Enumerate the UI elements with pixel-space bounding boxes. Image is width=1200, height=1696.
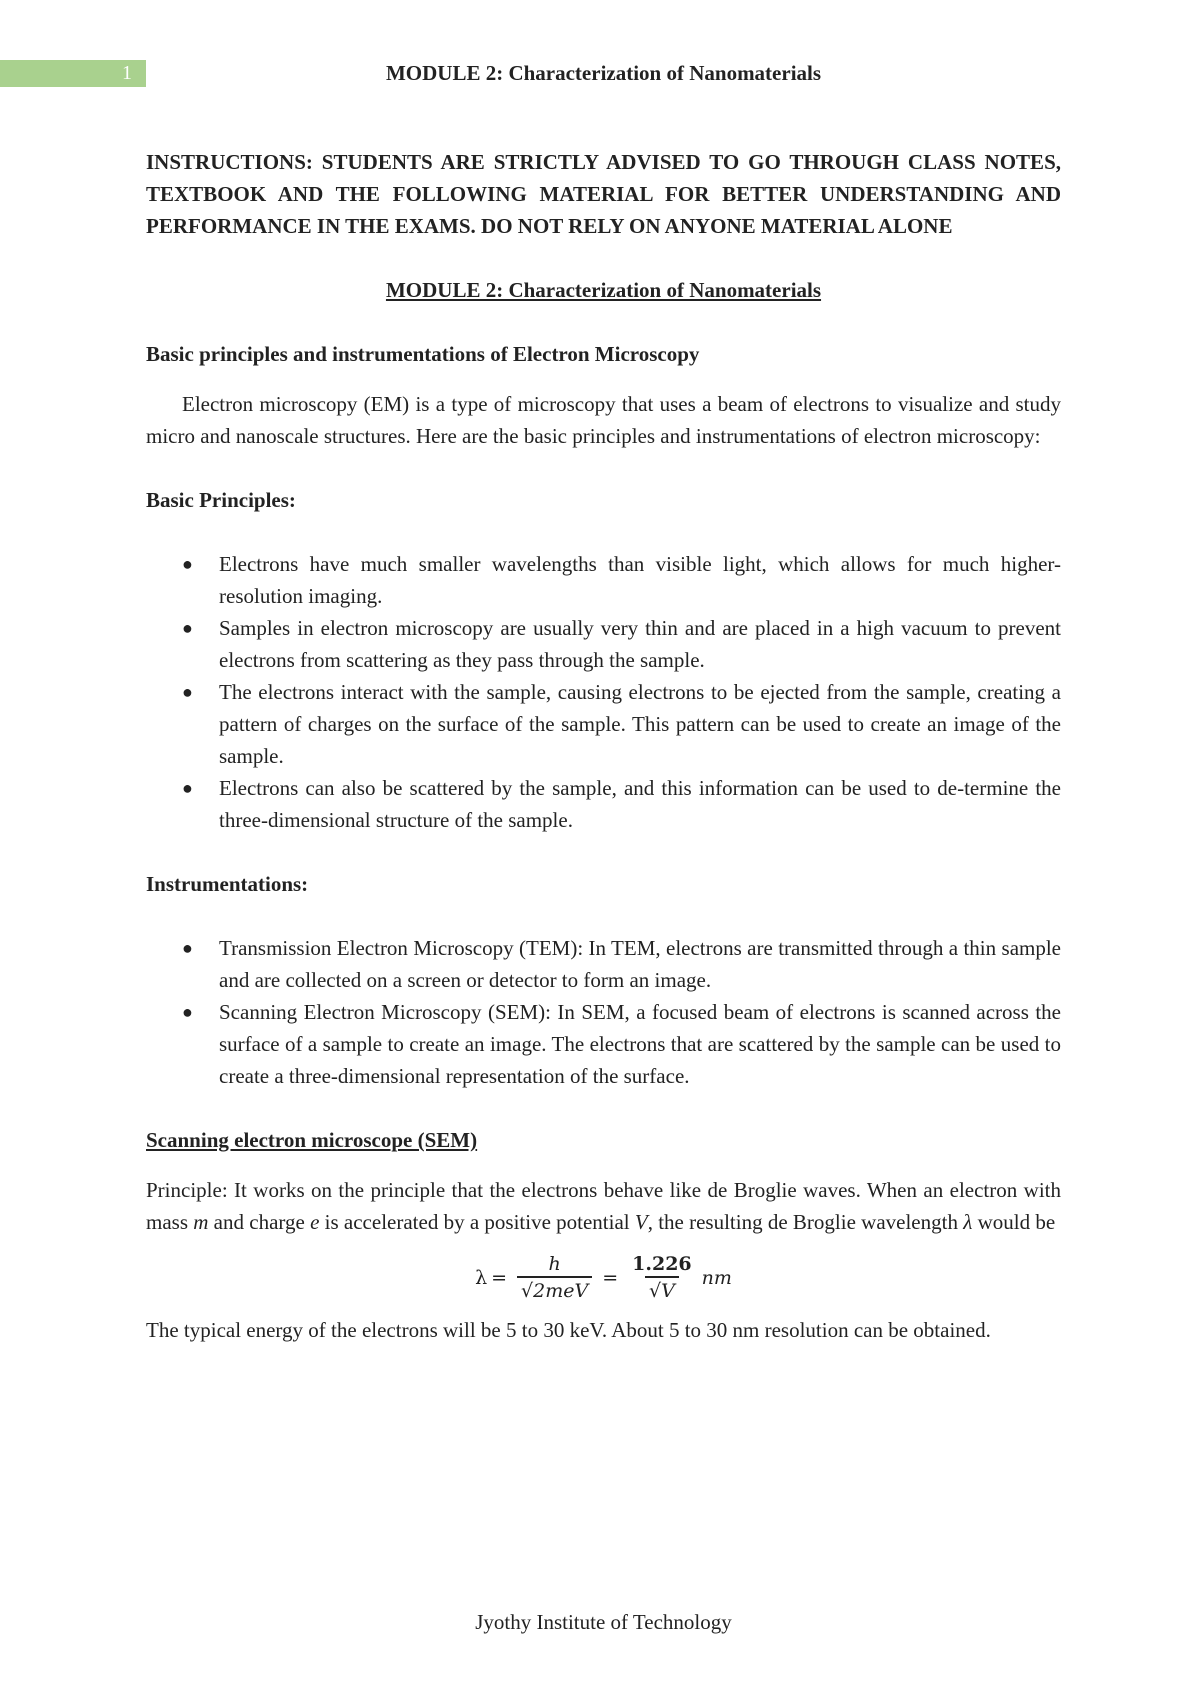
list-item — [146, 612, 1061, 676]
fraction-numerator: h — [548, 1253, 561, 1275]
equation-lhs: λ — [475, 1267, 488, 1289]
sem-energy-paragraph: The typical energy of the electrons will be 5 to 30 keV. About 5 to 30 nm resolution can be obtained. — [146, 1318, 991, 1342]
sem-principle-paragraph: Principle: It works on the principle that the electrons behave like de Broglie waves. When an electron with mass m and charge e is accelerated by a positive potential V, the resulting de Broglie wavelength λ would be — [146, 1178, 1061, 1234]
instrumentations-list — [146, 932, 1061, 1092]
bullet-icon: ● — [182, 618, 193, 638]
list-item — [146, 676, 1061, 772]
bullet-icon: ● — [182, 682, 193, 702]
charge-variable: e — [310, 1210, 320, 1234]
basic-principles-heading: Basic Principles: — [146, 488, 296, 512]
list-item — [146, 932, 1061, 996]
sqrt-icon: √ — [521, 1280, 534, 1302]
sem-heading: Scanning electron microscope (SEM) — [146, 1128, 478, 1152]
list-item — [146, 548, 1061, 612]
module-title: MODULE 2: Characterization of Nanomaterials — [385, 278, 822, 302]
mass-variable: m — [193, 1210, 209, 1234]
bullet-icon: ● — [182, 938, 193, 958]
list-item-text: The electrons interact with the sample, causing electrons to be ejected from the sample, creating a pattern of charges on the surface of the sample. This pattern can be used to create an image of the sample. — [219, 680, 1061, 768]
bullet-icon: ● — [182, 554, 193, 574]
list-item-text: Electrons can also be scattered by the sample, and this information can be used to de-termine the three-dimensional structure of the sample. — [219, 776, 1061, 832]
list-item — [146, 772, 1061, 836]
bullet-icon: ● — [182, 778, 193, 798]
instrumentations-heading: Instrumentations: — [146, 872, 309, 896]
list-item-text: Scanning Electron Microscopy (SEM): In SEM, a focused beam of electrons is scanned across the surface of a sample to create an image. The electrons that are scattered by the sample can be used to create a three-dimensional representation of the surface. — [219, 1000, 1061, 1088]
fraction-h-over-sqrt — [517, 1252, 592, 1304]
list-item-text: Transmission Electron Microscopy (TEM): In TEM, electrons are transmitted through a thin sample and are collected on a screen or detector to form an image. — [219, 936, 1061, 992]
fraction-denominator: √V — [645, 1276, 679, 1304]
fraction-denominator: √2meV — [517, 1276, 592, 1304]
wavelength-variable: λ — [963, 1210, 973, 1234]
potential-variable: V — [634, 1210, 648, 1234]
list-item-text: Samples in electron microscopy are usually very thin and are placed in a high vacuum to prevent electrons from scattering as they pass through the sample. — [219, 616, 1061, 672]
basic-principles-list — [146, 548, 1061, 836]
list-item-text: Electrons have much smaller wavelengths than visible light, which allows for much higher-resolution imaging. — [219, 552, 1061, 608]
fraction-numerator: 1.226 — [632, 1253, 692, 1275]
page-footer: Jyothy Institute of Technology — [475, 1610, 732, 1634]
em-section-heading: Basic principles and instrumentations of Electron Microscopy — [146, 342, 700, 366]
fraction-constant-over-sqrt — [628, 1252, 696, 1304]
page-number-badge: 1 — [0, 60, 146, 87]
de-broglie-equation — [146, 1252, 1061, 1304]
equation-unit: nm — [701, 1267, 732, 1289]
em-intro-paragraph: Electron microscopy (EM) is a type of microscopy that uses a beam of electrons to visualize and study micro and nanoscale structures. Here are the basic principles and instrumentations of electron microscopy: — [146, 392, 1061, 448]
bullet-icon: ● — [182, 1002, 193, 1022]
document-body — [146, 146, 1061, 1346]
equals-sign: = — [602, 1267, 619, 1289]
list-item — [146, 996, 1061, 1092]
running-header-title: MODULE 2: Characterization of Nanomaterials — [385, 61, 822, 85]
instructions-paragraph: INSTRUCTIONS: STUDENTS ARE STRICTLY ADVISED TO GO THROUGH CLASS NOTES, TEXTBOOK AND THE FOLLOWING MATERIAL FOR BETTER UNDERSTANDING AND PERFORMANCE IN THE EXAMS. DO NOT RELY ON ANYONE MATERIAL ALONE — [146, 150, 1061, 238]
sqrt-icon: √ — [648, 1280, 662, 1302]
equals-sign: = — [491, 1267, 508, 1289]
